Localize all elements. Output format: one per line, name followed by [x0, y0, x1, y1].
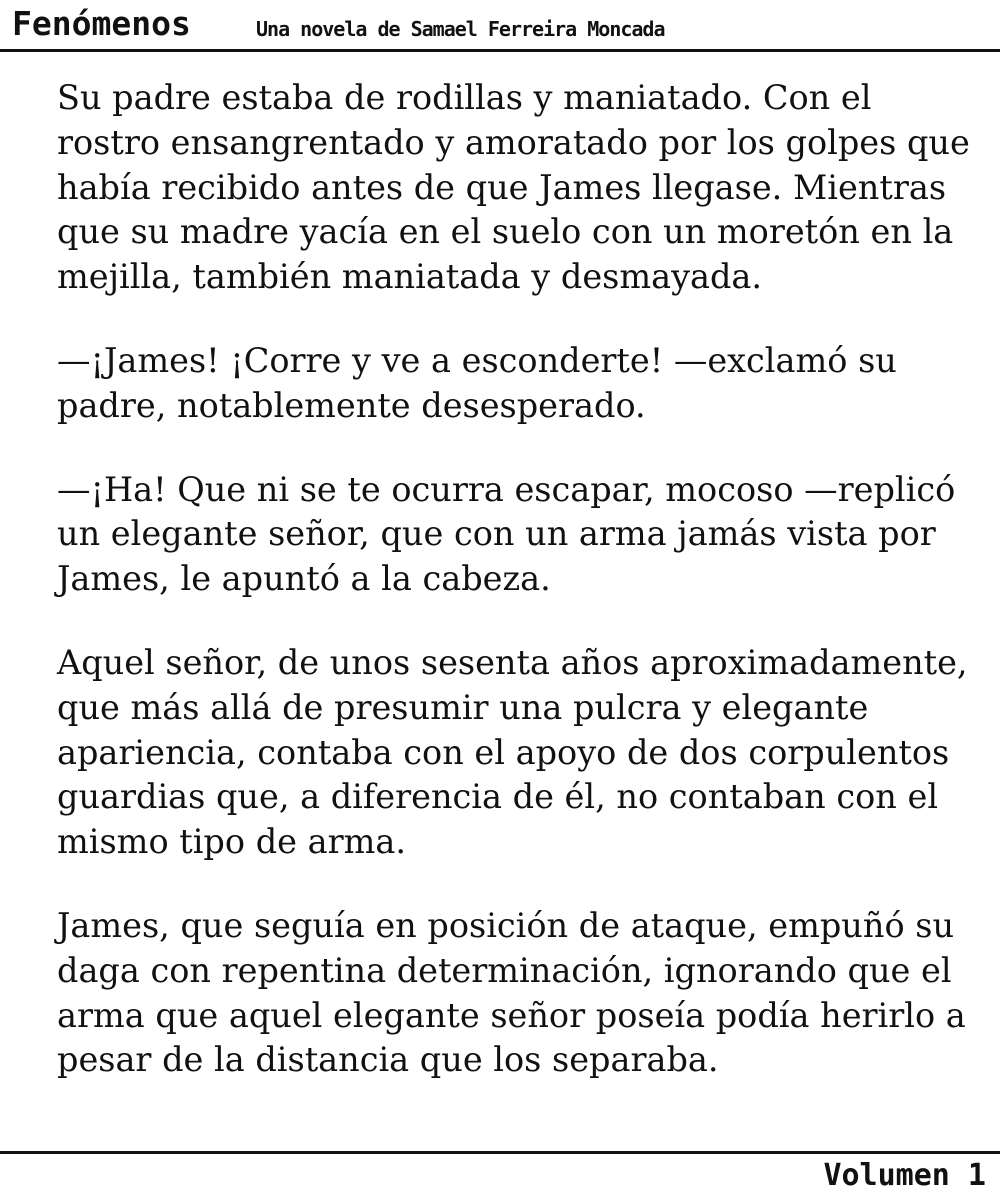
footer-divider	[0, 1151, 1000, 1154]
paragraph-3: —¡Ha! Que ni se te ocurra escapar, mocoso —replicó un elegante señor, que con un arma jamás vista por James, le apuntó a la cabeza.	[57, 469, 956, 599]
paragraph-1: Su padre estaba de rodillas y maniatado. Con el rostro ensangrentado y amoratado por los golpes que había recibido antes de que James llegase. Mientras que su madre yacía en el suelo con un moretón en la mejilla, también maniatada y desmayada.	[57, 78, 970, 297]
book-title: Fenómenos	[12, 4, 191, 43]
book-subtitle: Una novela de Samael Ferreira Moncada	[256, 17, 665, 41]
volume-label: Volumen 1	[823, 1158, 986, 1193]
page-body	[57, 76, 977, 1122]
paragraph-4: Aquel señor, de unos sesenta años aproximadamente, que más allá de presumir una pulcra y elegante apariencia, contaba con el apoyo de dos corpulentos guardias que, a diferencia de él, no contaban con el mismo tipo de arma.	[57, 642, 968, 862]
paragraph-2: —¡James! ¡Corre y ve a esconderte! —exclamó su padre, notablemente desesperado.	[57, 340, 897, 425]
paragraph-5: James, que seguía en posición de ataque, empuñó su daga con repentina determinación, ignorando que el arma que aquel elegante señor poseía podía herirlo a pesar de la distancia que los separaba.	[57, 905, 966, 1080]
page-header	[0, 0, 1000, 52]
